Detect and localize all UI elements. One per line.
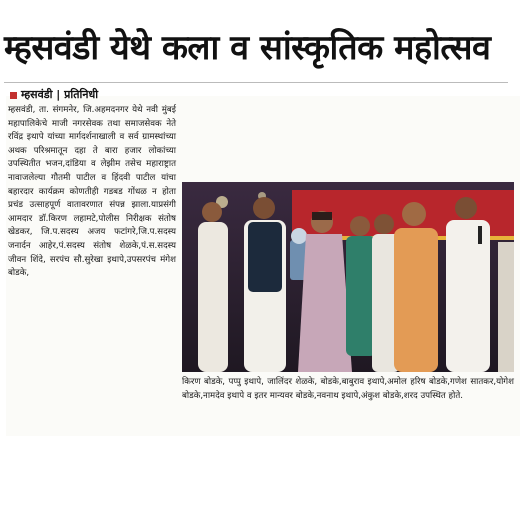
article-body-left-column: [8, 104, 176, 281]
byline-marker-icon: [10, 92, 17, 99]
headline-rule: [4, 82, 508, 83]
caption-paragraph: किरण बोडके, पप्पु इथापे, जालिंदर शेळके, बोडके,बाबुराव इथापे,अमोल हरिष बोडके,गणेश सातकर,योगेश बोडके,नामदेव इथापे व इतर मान्यवर बोडके,नवनाथ इथापे,अंकुश बोडके,शरद उपस्थित होते.: [182, 377, 514, 401]
byline-text: म्हसवंडी | प्रतिनिधी: [21, 88, 99, 101]
event-photo: [182, 182, 514, 372]
headline: म्हसवंडी येथे कला व सांस्कृतिक महोत्सव: [4, 28, 491, 68]
article-paragraph: म्हसवंडी, ता. संगमनेर, जि.अहमदनगर येथे नवी मुंबई महापालिकेचे माजी नगरसेवक तथा समाजसेवक नेते रविंद्र इथापे यांच्या मार्गदर्शनाखाली व सर्व ग्रामस्थांच्या अथक परिश्रमातून दहा ते बारा हजार लोकांच्या उपस्थितीत भजन,दांडिया व लेझीम तसेच महाराष्ट्रात नावाजलेल्या गौतमी पाटील व हिंदवी पाटील यांचा बहारदार कार्यक्रम कोणतीही गडबड गोंधळ न होता प्रचंड उत्साहपूर्ण वातावरणात संपन्न झाला.याप्रसंगी आमदार डॉ.किरण लहामटे,पोलीस निरीक्षक संतोष खेडकर, जि.प.सदस्य अजय फटांगरे,जि.प.सदस्य जनार्दन आहेर,पं.सदस्य संतोष शेळके,पं.स.सदस्य जीवन शिंदे, सरपंच सौ.सुरेखा इथापे,उपसरपंच मंगेश बोडके,: [8, 105, 176, 279]
byline: [10, 88, 170, 102]
event-photo-illustration: [182, 182, 514, 372]
photo-caption: [182, 376, 514, 403]
